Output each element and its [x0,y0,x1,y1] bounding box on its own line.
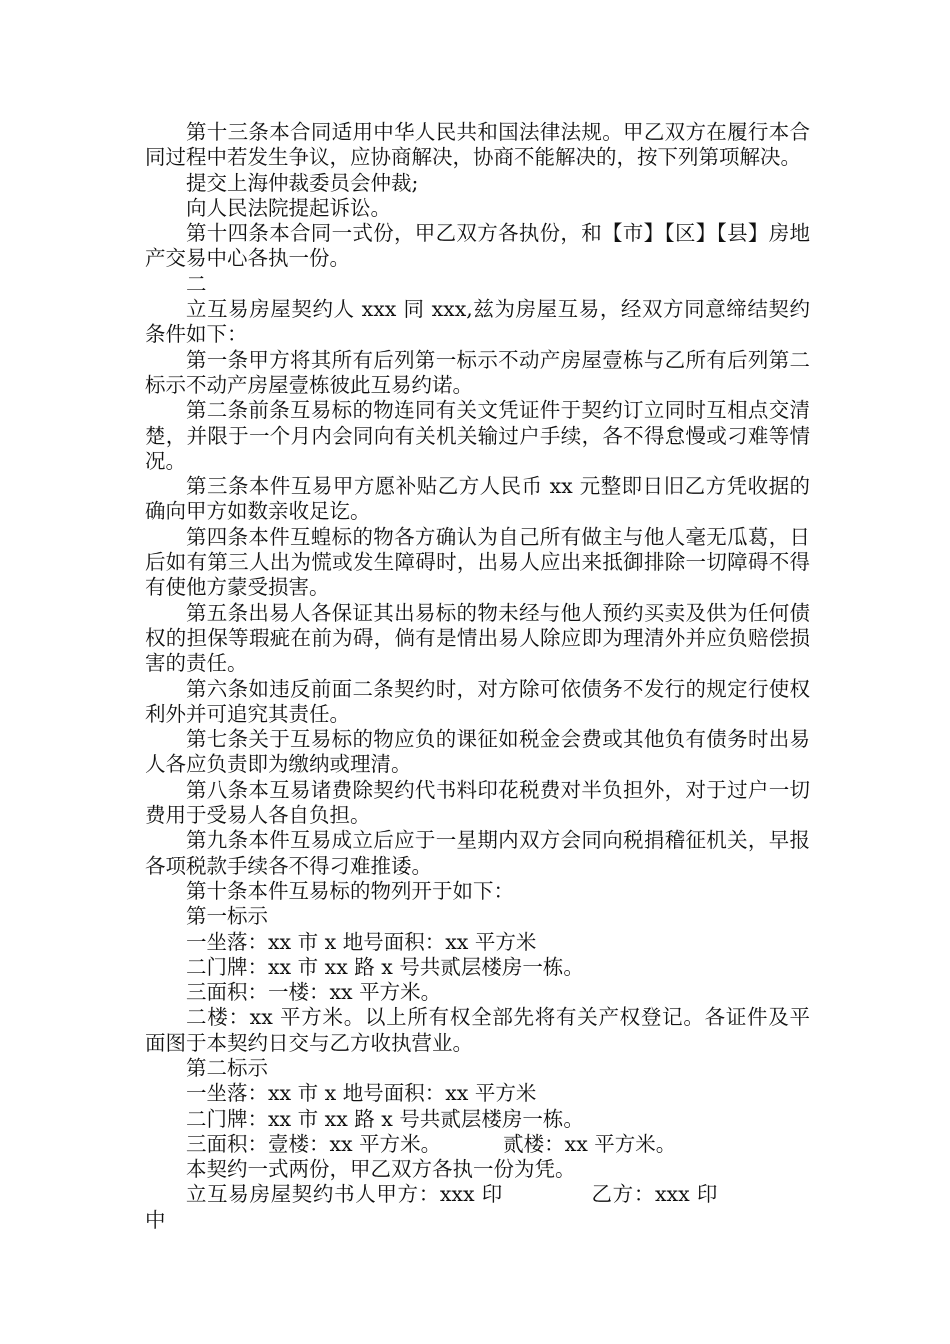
article-1: 第一条甲方将其所有后列第一标示不动产房屋壹栋与乙所有后列第二标示不动产房屋壹栋彼此互易约诺。 [145,347,810,397]
first-label-area: 三面积：一楼：xx 平方米。 [186,980,442,1005]
article-10: 第十条本件互易标的物列开于如下： [186,878,514,903]
second-label-location: 一坐落：xx 市 x 地号面积：xx 平方米 [186,1081,537,1106]
first-label-location: 一坐落：xx 市 x 地号面积：xx 平方米 [186,929,537,954]
first-label-heading: 第一标示 [186,904,268,929]
article-6: 第六条如违反前面二条契约时，对方除可依债务不发行的规定行使权利外并可追究其责任。 [145,676,810,726]
second-label-area-first: 三面积：壹楼：xx 平方米。 [186,1131,442,1156]
first-label-second-floor: 二楼：xx 平方米。以上所有权全部先将有关产权登记。各证件及平面图于本契约日交与乙方收执营业。 [145,1005,810,1055]
article-8: 第八条本互易诸费除契约代书料印花税费对半负担外，对于过户一切费用于受易人各自负担。 [145,777,810,828]
second-label-area [145,1132,810,1157]
article-2: 第二条前条互易标的物连同有关文凭证件于契约订立同时互相点交清楚，并限于一个月内会同向有关机关输过户手续，各不得怠慢或刁难等情况。 [145,398,810,473]
first-label-address: 二门牌：xx 市 xx 路 x 号共贰层楼房一栋。 [186,954,584,979]
section-number: 二 [186,271,207,296]
second-label-area-second: 贰楼：xx 平方米。 [503,1131,677,1156]
second-label-address: 二门牌：xx 市 xx 路 x 号共贰层楼房一栋。 [186,1106,584,1131]
clause-14: 第十四条本合同一式份，甲乙双方各执份，和【市】【区】【县】房地产交易中心各执一份。 [145,221,810,271]
preamble: 立互易房屋契约人 xxx 同 xxx,兹为房屋互易，经双方同意缔结契约条件如下： [145,297,810,347]
option-litigation: 向人民法院提起诉讼。 [186,195,391,220]
option-arbitration: 提交上海仲裁委员会仲裁; [186,170,419,195]
signature-party-a: 立互易房屋契约书人甲方：xxx 印 [186,1182,503,1207]
article-9: 第九条本件互易成立后应于一星期内双方会同向税捐稽征机关，早报各项税款手续各不得刁难推诿。 [145,828,810,878]
clause-13: 第十三条本合同适用中华人民共和国法律法规。甲乙双方在履行本合同过程中若发生争议，应协商解决，协商不能解决的，按下列第项解决。 [145,120,810,170]
article-4: 第四条本件互蝗标的物各方确认为自己所有做主与他人毫无瓜葛，日后如有第三人出为慌或发生障碍时，出易人应出来抵御排除一切障碍不得有使他方蒙受损害。 [145,524,810,600]
article-5: 第五条出易人各保证其出易标的物未经与他人预约买卖及供为任何债权的担保等瑕疵在前为碍，倘有是情出易人除应即为理清外并应负赔偿损害的责任。 [145,600,810,676]
signature-tail: 中 [145,1207,166,1232]
copies-statement: 本契约一式两份，甲乙双方各执一份为凭。 [186,1157,576,1182]
signature-party-b: 乙方：xxx 印 [590,1182,719,1207]
second-label-heading: 第二标示 [186,1055,268,1080]
document-body [145,120,810,1233]
signature-line [145,1182,810,1233]
article-3: 第三条本件互易甲方愿补贴乙方人民币 xx 元整即日旧乙方凭收据的确向甲方如数亲收足讫。 [145,474,810,524]
article-7: 第七条关于互易标的物应负的课征如税金会费或其他负有债务时出易人各应负责即为缴纳或理清。 [145,727,810,777]
